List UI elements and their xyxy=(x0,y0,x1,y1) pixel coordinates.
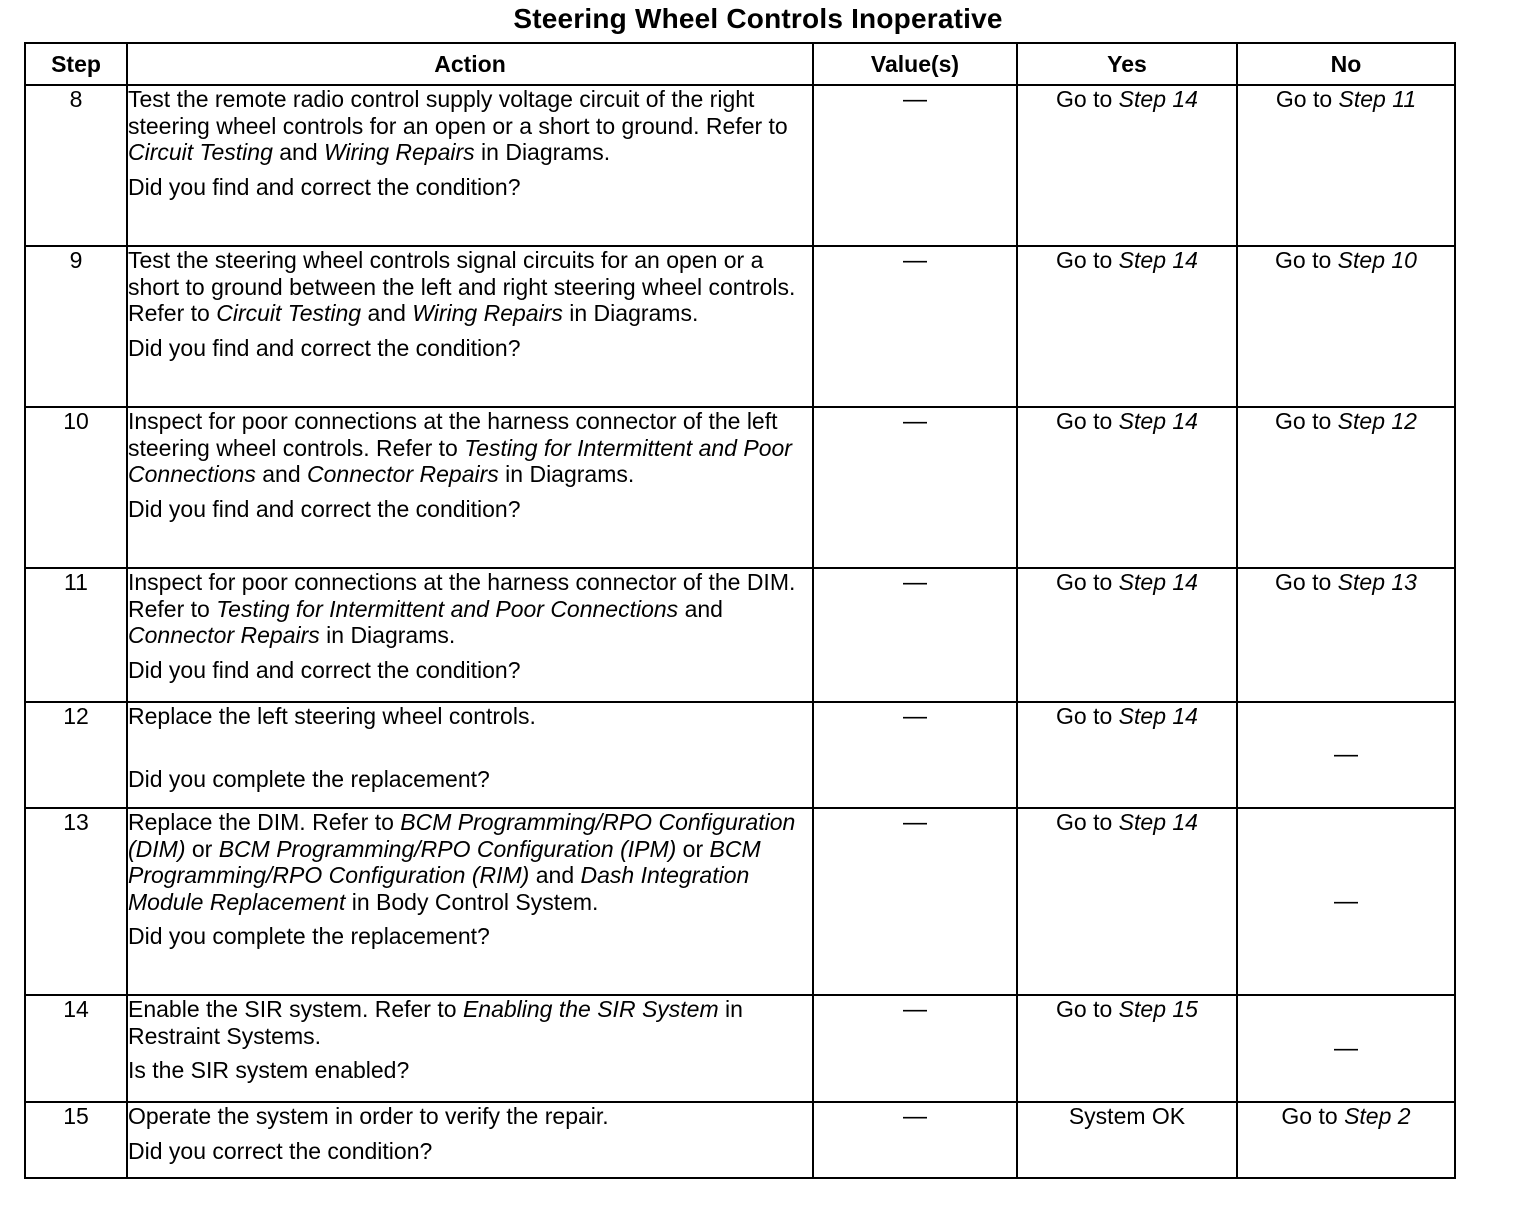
no-result xyxy=(1237,407,1455,568)
no-result xyxy=(1237,1102,1455,1178)
reference-text: Step 12 xyxy=(1337,408,1417,434)
reference-text: Wiring Repairs xyxy=(412,300,563,326)
reference-text: Wiring Repairs xyxy=(324,139,475,165)
table-row xyxy=(25,702,1455,808)
action-cell xyxy=(127,85,813,246)
reference-text: Testing for Intermittent and Poor Connections xyxy=(128,434,792,487)
reference-text: BCM Programming/RPO Configuration (RIM) xyxy=(128,835,761,888)
reference-text: BCM Programming/RPO Configuration (DIM) xyxy=(128,809,796,862)
action-cell xyxy=(127,995,813,1102)
plain-text: Go to xyxy=(1056,247,1119,273)
reference-text: Connector Repairs xyxy=(307,461,499,487)
action-question: Did you complete the replacement? xyxy=(128,765,490,792)
no-result xyxy=(1237,702,1455,808)
plain-text: Replace the DIM. Refer to xyxy=(128,809,401,835)
plain-text: in Body Control System. xyxy=(345,888,599,915)
yes-result xyxy=(1017,407,1237,568)
plain-text: — xyxy=(1334,1034,1358,1062)
action-instruction xyxy=(128,408,812,488)
plain-text: or xyxy=(185,835,219,862)
header-step: Step xyxy=(25,43,127,85)
page-title: Steering Wheel Controls Inoperative xyxy=(513,3,1003,34)
action-question: Is the SIR system enabled? xyxy=(128,1057,410,1083)
table-row xyxy=(25,1102,1455,1178)
plain-text: and xyxy=(678,595,723,622)
table-row xyxy=(25,407,1455,568)
no-result xyxy=(1237,995,1455,1102)
yes-result xyxy=(1017,1102,1237,1178)
action-cell xyxy=(127,568,813,702)
plain-text: Go to xyxy=(1056,809,1119,835)
action-cell xyxy=(127,702,813,808)
plain-text: in Diagrams. xyxy=(562,300,699,326)
plain-text: and xyxy=(255,461,308,487)
reference-text: Step 10 xyxy=(1337,247,1417,273)
action-instruction xyxy=(128,996,812,1049)
header-no: No xyxy=(1237,43,1455,85)
action-instruction xyxy=(128,809,812,915)
action-instruction xyxy=(128,1103,812,1130)
yes-result xyxy=(1017,85,1237,246)
step-number: 13 xyxy=(25,808,127,995)
step-number: 10 xyxy=(25,407,127,568)
plain-text: Go to xyxy=(1056,703,1119,729)
reference-text: Step 14 xyxy=(1118,569,1198,595)
action-question: Did you complete the replacement? xyxy=(128,923,490,949)
reference-text: Step 14 xyxy=(1118,809,1198,835)
action-question: Did you find and correct the condition? xyxy=(128,173,521,200)
plain-text: in Diagrams. xyxy=(319,622,456,648)
table-header-row xyxy=(25,43,1455,85)
reference-text: Step 14 xyxy=(1118,703,1198,729)
no-result xyxy=(1237,85,1455,246)
reference-text: Circuit Testing xyxy=(216,300,362,326)
no-result xyxy=(1237,808,1455,995)
value-cell: — xyxy=(813,407,1017,568)
diagnostic-steps-table xyxy=(24,42,1456,1179)
table-row xyxy=(25,808,1455,995)
reference-text: Connector Repairs xyxy=(128,622,320,648)
step-number: 12 xyxy=(25,702,127,808)
plain-text: System OK xyxy=(1068,1103,1186,1129)
reference-text: BCM Programming/RPO Configuration (IPM) xyxy=(218,835,677,862)
plain-text: Enable the SIR system. Refer to xyxy=(128,996,463,1022)
reference-text: Step 11 xyxy=(1338,86,1417,112)
plain-text: Inspect for poor connections at the harness connector of the DIM. Refer to xyxy=(128,569,796,622)
plain-text: Inspect for poor connections at the harness connector of the left steering wheel controls. Refer to xyxy=(128,408,778,461)
action-cell xyxy=(127,246,813,407)
action-cell xyxy=(127,1102,813,1178)
yes-result xyxy=(1017,995,1237,1102)
table-row xyxy=(25,85,1455,246)
plain-text: Test the steering wheel controls signal circuits for an open or a short to ground between the left and right steering wheel controls. Refer to xyxy=(128,247,796,326)
plain-text: Go to xyxy=(1056,408,1119,434)
step-number: 8 xyxy=(25,85,127,246)
action-instruction xyxy=(128,86,812,166)
no-result xyxy=(1237,246,1455,407)
reference-text: Enabling the SIR System xyxy=(462,996,719,1022)
action-instruction xyxy=(128,703,812,730)
reference-text: Testing for Intermittent and Poor Connections xyxy=(216,595,679,622)
plain-text: Go to xyxy=(1275,247,1338,273)
plain-text: in Diagrams. xyxy=(498,461,635,487)
no-result xyxy=(1237,568,1455,702)
plain-text: — xyxy=(1334,741,1358,768)
reference-text: Step 14 xyxy=(1118,86,1198,112)
action-cell xyxy=(127,407,813,568)
plain-text: or xyxy=(676,835,710,862)
reference-text: Step 15 xyxy=(1118,996,1198,1022)
value-cell: — xyxy=(813,568,1017,702)
reference-text: Step 14 xyxy=(1118,408,1198,434)
value-cell: — xyxy=(813,85,1017,246)
header-yes: Yes xyxy=(1017,43,1237,85)
plain-text: — xyxy=(1334,887,1358,915)
action-instruction xyxy=(128,569,812,649)
plain-text: Go to xyxy=(1281,1103,1345,1129)
plain-text: in Diagrams. xyxy=(474,139,611,165)
value-cell: — xyxy=(813,702,1017,808)
plain-text: Go to xyxy=(1275,86,1339,112)
value-cell: — xyxy=(813,1102,1017,1178)
table-row xyxy=(25,568,1455,702)
step-number: 14 xyxy=(25,995,127,1102)
action-question: Did you correct the condition? xyxy=(128,1137,433,1164)
plain-text: and xyxy=(272,139,325,165)
action-question: Did you find and correct the condition? xyxy=(128,656,521,683)
plain-text: Test the remote radio control supply voltage circuit of the right steering wheel controls for an open or a short to ground. Refer to xyxy=(128,86,788,139)
plain-text: Operate the system in order to verify the repair. xyxy=(128,1103,609,1129)
plain-text: and xyxy=(529,862,581,888)
plain-text: Go to xyxy=(1275,569,1338,595)
value-cell: — xyxy=(813,808,1017,995)
step-number: 11 xyxy=(25,568,127,702)
yes-result xyxy=(1017,808,1237,995)
plain-text: Replace the left steering wheel controls. xyxy=(128,703,536,729)
reference-text: Step 14 xyxy=(1118,247,1198,273)
plain-text: Go to xyxy=(1056,996,1119,1022)
reference-text: Circuit Testing xyxy=(128,139,273,165)
step-number: 15 xyxy=(25,1102,127,1178)
header-action: Action xyxy=(127,43,813,85)
plain-text: and xyxy=(361,300,413,326)
action-question: Did you find and correct the condition? xyxy=(128,334,521,361)
action-instruction xyxy=(128,247,812,327)
action-question: Did you find and correct the condition? xyxy=(128,495,521,522)
header-values: Value(s) xyxy=(813,43,1017,85)
yes-result xyxy=(1017,568,1237,702)
plain-text: Go to xyxy=(1056,569,1119,595)
table-body xyxy=(25,85,1455,1178)
reference-text: Step 2 xyxy=(1344,1103,1411,1129)
table-row xyxy=(25,995,1455,1102)
step-number: 9 xyxy=(25,246,127,407)
plain-text: in Restraint Systems. xyxy=(128,996,743,1049)
plain-text: Go to xyxy=(1056,86,1119,112)
reference-text: Step 13 xyxy=(1337,569,1417,595)
action-cell xyxy=(127,808,813,995)
yes-result xyxy=(1017,702,1237,808)
reference-text: Dash Integration Module Replacement xyxy=(128,862,750,915)
value-cell: — xyxy=(813,246,1017,407)
yes-result xyxy=(1017,246,1237,407)
table-row xyxy=(25,246,1455,407)
plain-text: Go to xyxy=(1275,408,1338,434)
value-cell: — xyxy=(813,995,1017,1102)
